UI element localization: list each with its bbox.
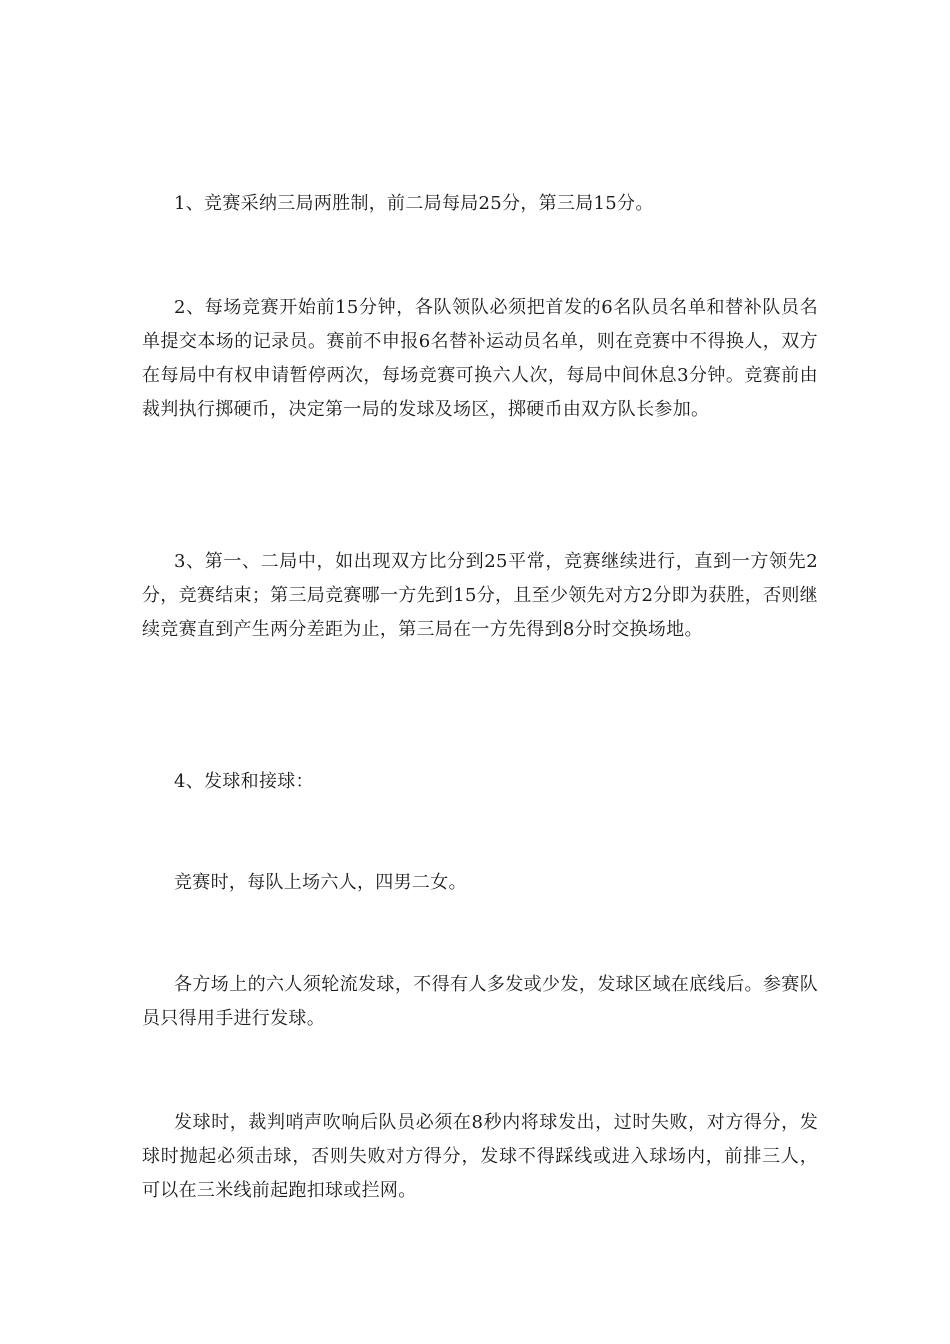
paragraph-match-format: 1、竞赛采纳三局两胜制，前二局每局25分，第三局15分。 (174, 193, 654, 214)
paragraph-serve-rotation: 各方场上的六人须轮流发球，不得有人多发或少发，发球区域在底线后。参赛队员只得用手进行发球。 (142, 974, 818, 1029)
paragraph-team-composition: 竞赛时，每队上场六人，四男二女。 (174, 872, 467, 893)
paragraph-roster-submission: 2、每场竞赛开始前15分钟，各队领队必须把首发的6名队员名单和替补队员名单提交本场的记录员。赛前不申报6名替补运动员名单，则在竞赛中不得换人，双方在每局中有权申请暂停两次，每场竞赛可换六人次，每局中间休息3分钟。竞赛前由裁判执行掷硬币，决定第一局的发球及场区，掷硬币由双方队长参加。 (142, 297, 818, 420)
paragraph-serve-timing: 发球时，裁判哨声吹响后队员必须在8秒内将球发出，过时失败，对方得分，发球时抛起必须击球，否则失败对方得分，发球不得踩线或进入球场内，前排三人，可以在三米线前起跑扣球或拦网。 (142, 1112, 818, 1201)
paragraph-scoring-rules: 3、第一、二局中，如出现双方比分到25平常，竞赛继续进行，直到一方领先2分，竞赛结束；第三局竞赛哪一方先到15分，且至少领先对方2分即为获胜，否则继续竞赛直到产生两分差距为止，第三局在一方先得到8分时交换场地。 (142, 551, 818, 640)
paragraph-serve-heading: 4、发球和接球： (174, 771, 314, 792)
